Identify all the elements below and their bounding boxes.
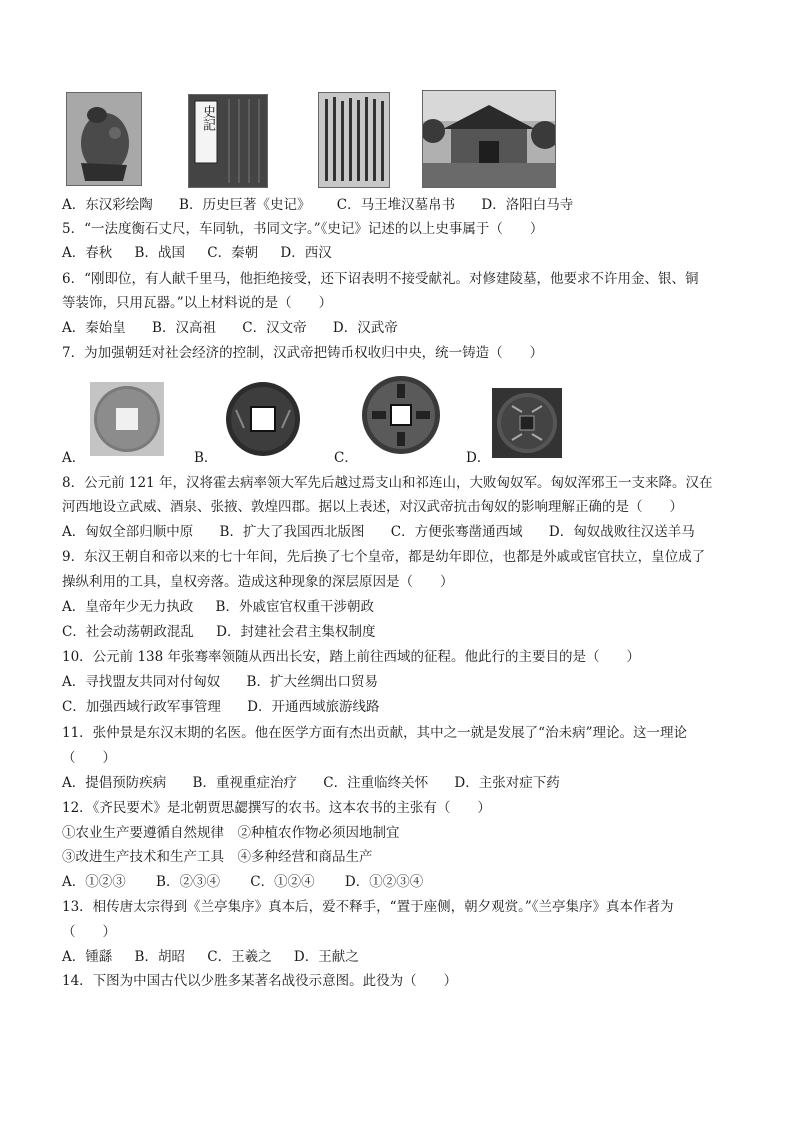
q5-option-a[interactable]: A．春秋 (62, 245, 113, 261)
q7-label-d[interactable]: D． (466, 450, 491, 466)
q9-stem-line1: 9．东汉王朝自和帝以来的七十年间，先后换了七个皇帝，都是幼年即位，也都是外戚或宦官扶立，皇位成了 (62, 549, 706, 565)
q12-items-line1: ①农业生产要遵循自然规律 ②种植农作物必须因地制宜 (62, 825, 400, 841)
q10-option-b[interactable]: B．扩大丝绸出口贸易 (246, 674, 378, 690)
q10-option-d[interactable]: D．开通西域旅游线路 (247, 699, 380, 715)
q10-options-row1 (62, 672, 396, 692)
q13-option-c[interactable]: C．王羲之 (207, 949, 272, 965)
coin-d-image[interactable] (492, 388, 562, 462)
q7-label-c[interactable]: C． (334, 450, 358, 466)
coin-a-image[interactable] (90, 382, 164, 460)
q6-options (62, 318, 416, 338)
q9-options-row2 (62, 622, 393, 642)
q9-option-c[interactable]: C．社会动荡朝政混乱 (62, 624, 194, 640)
q9-stem-line2: 操纵利用的工具，皇权旁落。造成这种现象的深层原因是（ ） (62, 574, 454, 590)
q12-option-a[interactable]: A．①②③ (62, 874, 126, 890)
q6-stem-line1: 6．“刚即位，有人献千里马，他拒绝接受，还下诏表明不接受献礼。对修建陵墓，他要求不许用金、银、铜 (62, 271, 699, 287)
q9-options-row1 (62, 597, 392, 617)
book-cover-title: 史記 (200, 105, 215, 131)
q9-option-b[interactable]: B．外戚宦官权重干涉朝政 (215, 599, 374, 615)
q14-stem: 14．下图为中国古代以少胜多某著名战役示意图。此役为（ ） (62, 973, 458, 989)
q6-stem-line2: 等装饰，只用瓦器。”以上材料说的是（ ） (62, 295, 333, 311)
q11-option-d[interactable]: D．主张对症下药 (454, 775, 560, 791)
q13-option-b[interactable]: B．胡昭 (134, 949, 185, 965)
q8-option-c[interactable]: C．方便张骞凿通西域 (390, 524, 523, 540)
q12-option-d[interactable]: D．①②③④ (344, 874, 424, 890)
q6-option-c[interactable]: C．汉文帝 (242, 320, 307, 336)
q12-stem: 12．《齐民要术》是北朝贾思勰撰写的农书。这本农书的主张有（ ） (62, 800, 491, 816)
q12-options (62, 872, 441, 892)
q5-options (62, 243, 350, 263)
q8-stem-line1: 8．公元前 121 年，汉将霍去病率领大军先后越过焉支山和祁连山，大败匈奴军。匈奴浑邪王一支来降。汉在 (62, 475, 713, 491)
q9-option-d[interactable]: D．封建社会君主集权制度 (216, 624, 376, 640)
painted-pottery-image (66, 92, 142, 186)
q8-option-a[interactable]: A．匈奴全部归顺中原 (62, 524, 194, 540)
q7-stem: 7．为加强朝廷对社会经济的控制，汉武帝把铸币权收归中央，统一铸造（ ） (62, 345, 544, 361)
q9-option-a[interactable]: A．皇帝年少无力执政 (62, 599, 194, 615)
q5-option-d[interactable]: D．西汉 (280, 245, 332, 261)
q10-option-c[interactable]: C．加强西域行政军事管理 (62, 699, 221, 715)
q7-label-a[interactable]: A． (62, 450, 86, 466)
q12-option-c[interactable]: C．①②④ (250, 874, 315, 890)
q10-options-row2 (62, 697, 397, 717)
q8-stem-line2: 河西地设立武威、酒泉、张掖、敦煌四郡。据以上表述，对汉武帝抗击匈奴的影响理解正确的是（ ） (62, 499, 683, 515)
q13-options (62, 947, 377, 967)
silk-manuscript-image (318, 92, 390, 188)
white-horse-temple-image (422, 90, 556, 188)
q12-option-b[interactable]: B．②③④ (156, 874, 220, 890)
q8-options (62, 522, 713, 542)
coin-c-image[interactable] (360, 374, 442, 460)
q13-stem-line2: （ ） (62, 924, 116, 940)
q4-option-c[interactable]: C．马王堆汉墓帛书 (336, 197, 456, 213)
q11-option-b[interactable]: B．重视重症治疗 (192, 775, 297, 791)
q5-option-b[interactable]: B．战国 (134, 245, 185, 261)
q11-stem-line2: （ ） (62, 750, 116, 766)
q11-option-a[interactable]: A．提倡预防疾病 (62, 775, 167, 791)
q8-option-b[interactable]: B．扩大了我国西北版图 (219, 524, 365, 540)
q5-option-c[interactable]: C．秦朝 (207, 245, 259, 261)
q11-options (62, 773, 578, 793)
q4-option-a[interactable]: A．东汉彩绘陶 (62, 197, 153, 213)
q5-stem: 5．“一法度衡石丈尺，车同轨，书同文字。”《史记》记述的以上史事属于（ ） (62, 221, 544, 237)
q4-option-d[interactable]: D．洛阳白马寺 (481, 197, 574, 213)
q11-option-c[interactable]: C．注重临终关怀 (323, 775, 429, 791)
q10-option-a[interactable]: A．寻找盟友共同对付匈奴 (62, 674, 221, 690)
q13-option-a[interactable]: A．锺繇 (62, 949, 113, 965)
q4-option-b[interactable]: B．历史巨著《史记》 (179, 197, 311, 213)
shiji-book-image (188, 94, 268, 188)
coin-b-image[interactable] (224, 380, 302, 462)
q4-options (62, 195, 591, 215)
q13-option-d[interactable]: D．王献之 (293, 949, 359, 965)
q13-stem-line1: 13．相传唐太宗得到《兰亭集序》真本后，爱不释手，“置于座侧，朝夕观赏。”《兰亭集序》真本作者为 (62, 899, 674, 915)
q7-label-b[interactable]: B． (194, 450, 218, 466)
q8-option-d[interactable]: D．匈奴战败往汉送羊马 (548, 524, 695, 540)
q11-stem-line1: 11．张仲景是东汉末期的名医。他在医学方面有杰出贡献，其中之一就是发展了“治未病”理论。这一理论 (62, 725, 687, 741)
q12-items-line2: ③改进生产技术和生产工具 ④多种经营和商品生产 (62, 849, 373, 865)
q6-option-b[interactable]: B．汉高祖 (152, 320, 216, 336)
q6-option-a[interactable]: A．秦始皇 (62, 320, 126, 336)
q10-stem: 10．公元前 138 年张骞率领随从西出长安，踏上前往西域的征程。他此行的主要目的是（ ） (62, 649, 641, 665)
q6-option-d[interactable]: D．汉武帝 (332, 320, 398, 336)
